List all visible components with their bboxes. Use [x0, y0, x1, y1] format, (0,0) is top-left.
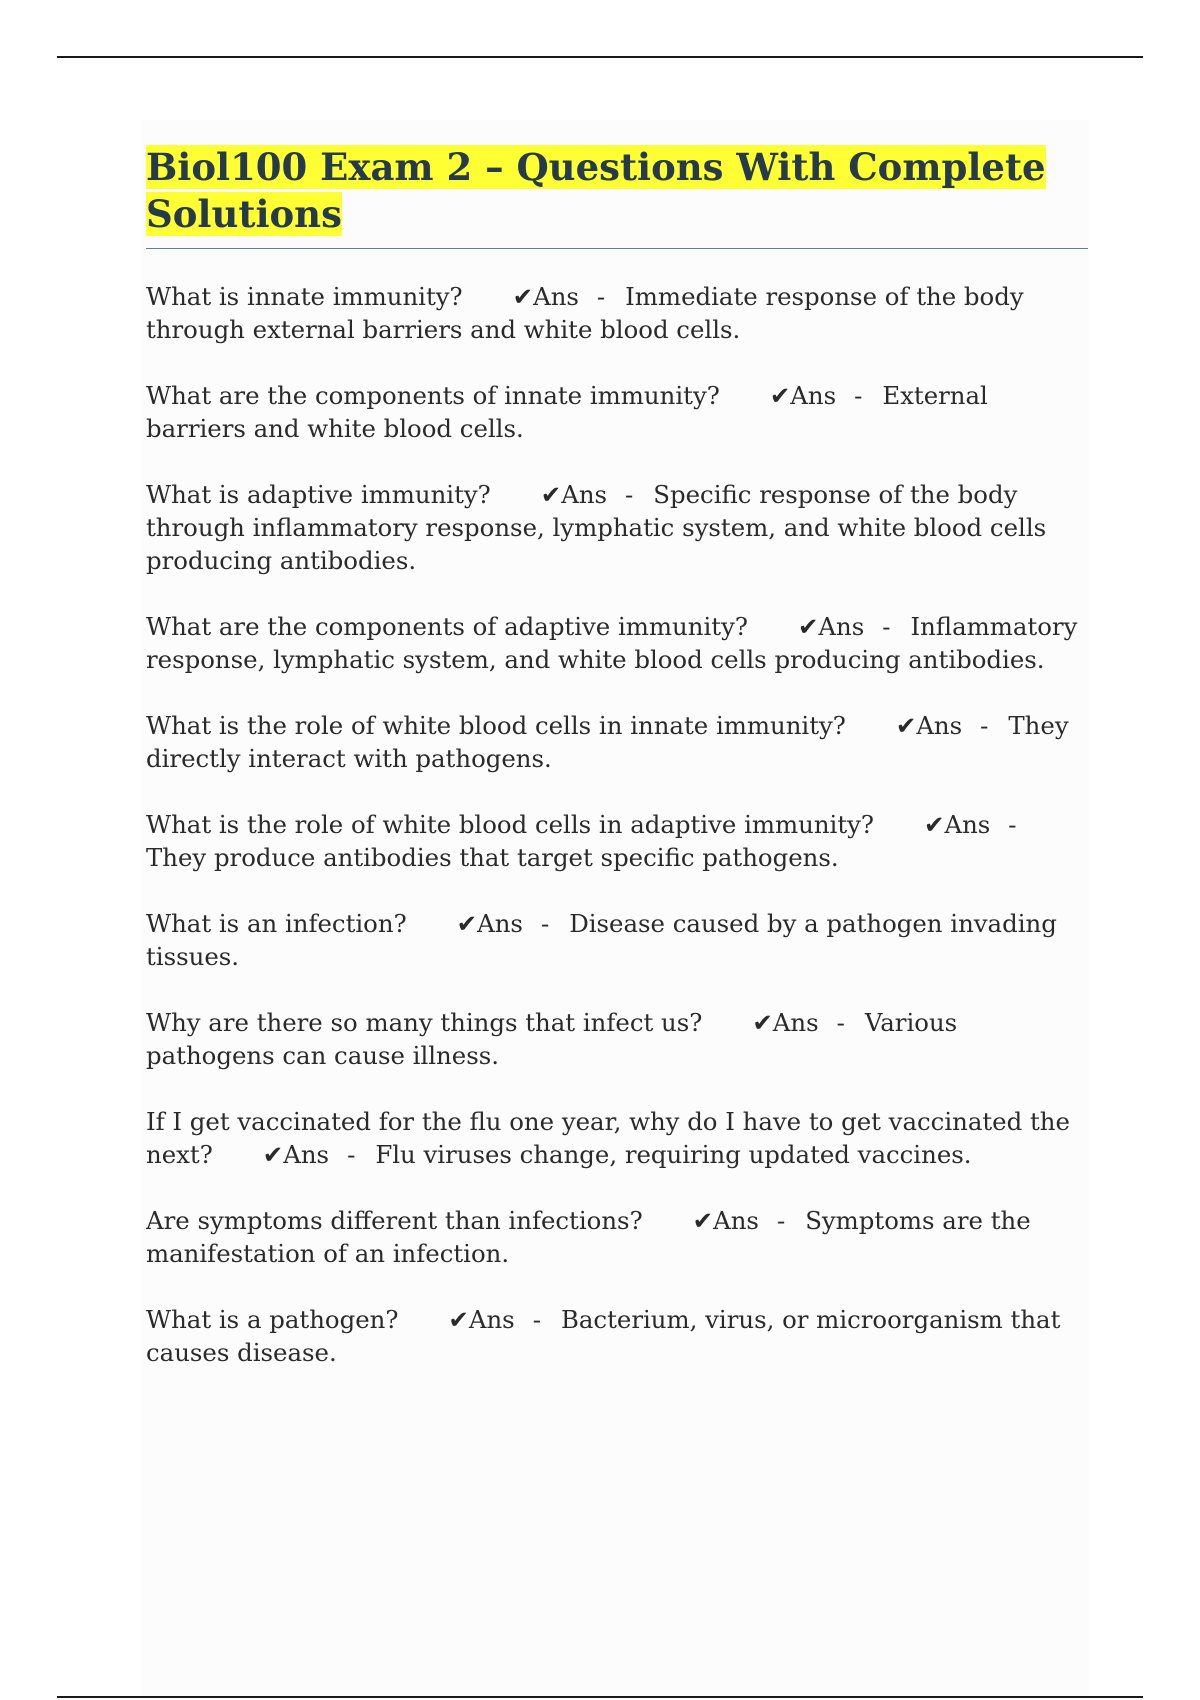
answer-marker: Ans: [477, 909, 523, 938]
check-mark-icon: ✔: [895, 711, 917, 740]
page-top-rule: [57, 56, 1143, 58]
answer-marker: Ans: [790, 381, 837, 410]
answer-text: Immediate response of the body through external barriers and white blood cells.: [146, 282, 1024, 344]
answer-text: Inflammatory response, lymphatic system, and white blood cells producing antibodies.: [146, 612, 1078, 674]
answer-separator: -: [776, 1206, 786, 1235]
check-mark-icon: ✔: [512, 282, 534, 311]
question-text: What are the components of innate immunity?: [146, 381, 720, 410]
answer-marker: Ans: [561, 480, 608, 509]
answer-text: They produce antibodies that target specific pathogens.: [146, 843, 839, 872]
check-mark-icon: ✔: [262, 1140, 284, 1169]
answer-marker: Ans: [533, 282, 579, 311]
title-underline-rule: [146, 248, 1088, 249]
question-text: If I get vaccinated for the flu one year, why do I have to get vaccinated the next?: [146, 1107, 1070, 1169]
qa-item: [146, 280, 1086, 346]
answer-separator: -: [540, 909, 550, 938]
qa-item: [146, 1303, 1086, 1369]
question-text: Why are there so many things that infect us?: [146, 1008, 703, 1037]
answer-separator: -: [1008, 810, 1017, 839]
qa-item: [146, 610, 1086, 676]
page-title: [146, 144, 1086, 238]
check-mark-icon: ✔: [692, 1206, 714, 1235]
question-text: What are the components of adaptive immunity?: [146, 612, 748, 641]
answer-text: Bacterium, virus, or microorganism that causes disease.: [146, 1305, 1061, 1367]
answer-separator: -: [980, 711, 989, 740]
answer-text: Disease caused by a pathogen invading tissues.: [146, 909, 1057, 971]
answer-text: Specific response of the body through inflammatory response, lymphatic system, and white blood cells producing antibodies.: [146, 480, 1047, 575]
check-mark-icon: ✔: [797, 612, 819, 641]
qa-item: [146, 379, 1086, 445]
qa-list: [146, 280, 1086, 1402]
answer-separator: -: [625, 480, 634, 509]
qa-item: [146, 808, 1086, 874]
answer-text: They directly interact with pathogens.: [146, 711, 1069, 773]
qa-item: [146, 907, 1086, 973]
answer-marker: Ans: [468, 1305, 515, 1334]
answer-marker: Ans: [818, 612, 865, 641]
question-text: What is innate immunity?: [146, 282, 463, 311]
check-mark-icon: ✔: [769, 381, 791, 410]
check-mark-icon: ✔: [448, 1305, 469, 1334]
question-text: Are symptoms different than infections?: [146, 1206, 643, 1235]
answer-marker: Ans: [713, 1206, 759, 1235]
question-text: What is the role of white blood cells in innate immunity?: [146, 711, 846, 740]
answer-separator: -: [854, 381, 863, 410]
answer-marker: Ans: [944, 810, 991, 839]
qa-item: [146, 1006, 1086, 1072]
answer-separator: -: [882, 612, 891, 641]
answer-text: Flu viruses change, requiring updated vaccines.: [375, 1140, 972, 1169]
qa-item: [146, 1204, 1086, 1270]
qa-item: [146, 709, 1086, 775]
question-text: What is adaptive immunity?: [146, 480, 491, 509]
answer-text: External barriers and white blood cells.: [146, 381, 988, 443]
qa-item: [146, 478, 1086, 577]
check-mark-icon: ✔: [752, 1008, 773, 1037]
answer-marker: Ans: [916, 711, 963, 740]
answer-separator: -: [532, 1305, 541, 1334]
question-text: What is a pathogen?: [146, 1305, 399, 1334]
answer-text: Various pathogens can cause illness.: [146, 1008, 958, 1070]
qa-item: [146, 1105, 1086, 1171]
page-bottom-rule: [57, 1696, 1143, 1698]
title-block: [146, 144, 1086, 238]
answer-marker: Ans: [283, 1140, 330, 1169]
question-text: What is the role of white blood cells in adaptive immunity?: [146, 810, 875, 839]
check-mark-icon: ✔: [540, 480, 562, 509]
title-highlight: Biol100 Exam 2 – Questions With Complete Solutions: [146, 145, 1046, 236]
answer-marker: Ans: [772, 1008, 819, 1037]
check-mark-icon: ✔: [456, 909, 478, 938]
answer-text: Symptoms are the manifestation of an infection.: [146, 1206, 1031, 1268]
answer-separator: -: [836, 1008, 845, 1037]
answer-separator: -: [596, 282, 606, 311]
question-text: What is an infection?: [146, 909, 407, 938]
check-mark-icon: ✔: [924, 810, 945, 839]
answer-separator: -: [347, 1140, 356, 1169]
